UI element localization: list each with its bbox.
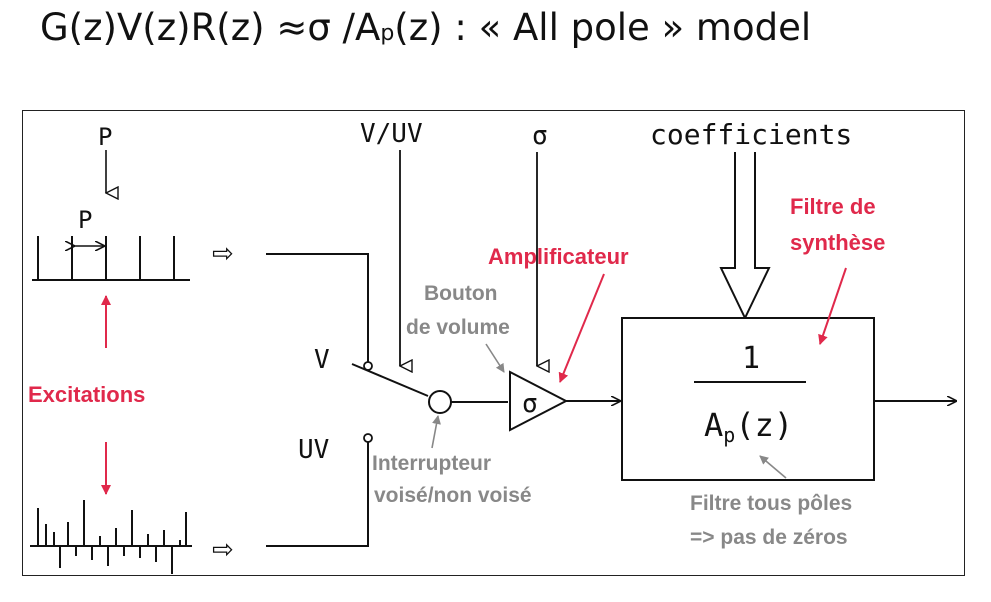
bouton-arrow bbox=[486, 344, 504, 372]
impulse-train bbox=[32, 236, 190, 280]
sigma-label: σ bbox=[532, 121, 548, 151]
filter-numerator: 1 bbox=[742, 341, 761, 376]
filtre-synthese-line1: Filtre de bbox=[790, 194, 876, 219]
switch-blade bbox=[352, 364, 428, 396]
bouton-line1: Bouton bbox=[424, 282, 498, 305]
voiced-label: V bbox=[314, 345, 330, 375]
bouton-line2: de volume bbox=[406, 316, 510, 339]
amplifier-triangle bbox=[510, 372, 566, 430]
vuv-label: V/UV bbox=[360, 119, 423, 149]
pitch-label-top: P bbox=[98, 123, 113, 151]
amplifier-sigma: σ bbox=[522, 389, 538, 419]
amplificateur-label: Amplificateur bbox=[488, 244, 629, 269]
voiced-output-icon: ⇨ bbox=[212, 239, 234, 269]
title-main: G(z)V(z)R(z) ≈σ /A bbox=[40, 6, 381, 49]
filtre-synthese-line2: synthèse bbox=[790, 230, 886, 255]
amplificateur-arrow bbox=[560, 274, 604, 382]
interrupteur-arrow bbox=[432, 416, 438, 448]
switch-pivot bbox=[429, 391, 451, 413]
interrupteur-line2: voisé/non voisé bbox=[374, 484, 532, 507]
filter-denominator: Ap(z) bbox=[704, 406, 794, 447]
tous-poles-line2: => pas de zéros bbox=[690, 526, 848, 549]
noise-signal bbox=[30, 500, 192, 574]
excitations-label: Excitations bbox=[28, 382, 146, 407]
title-subscript: p bbox=[380, 21, 395, 46]
unvoiced-output-icon: ⇨ bbox=[212, 535, 234, 565]
coefficients-label: coefficients bbox=[650, 118, 853, 151]
coefficients-arrow bbox=[721, 152, 769, 318]
unvoiced-label: UV bbox=[298, 435, 330, 465]
period-label: P bbox=[78, 206, 93, 234]
title-rest: (z) : « All pole » model bbox=[394, 6, 812, 49]
unvoiced-contact bbox=[364, 434, 372, 442]
interrupteur-line1: Interrupteur bbox=[372, 452, 492, 475]
tous-poles-line1: Filtre tous pôles bbox=[690, 492, 853, 515]
